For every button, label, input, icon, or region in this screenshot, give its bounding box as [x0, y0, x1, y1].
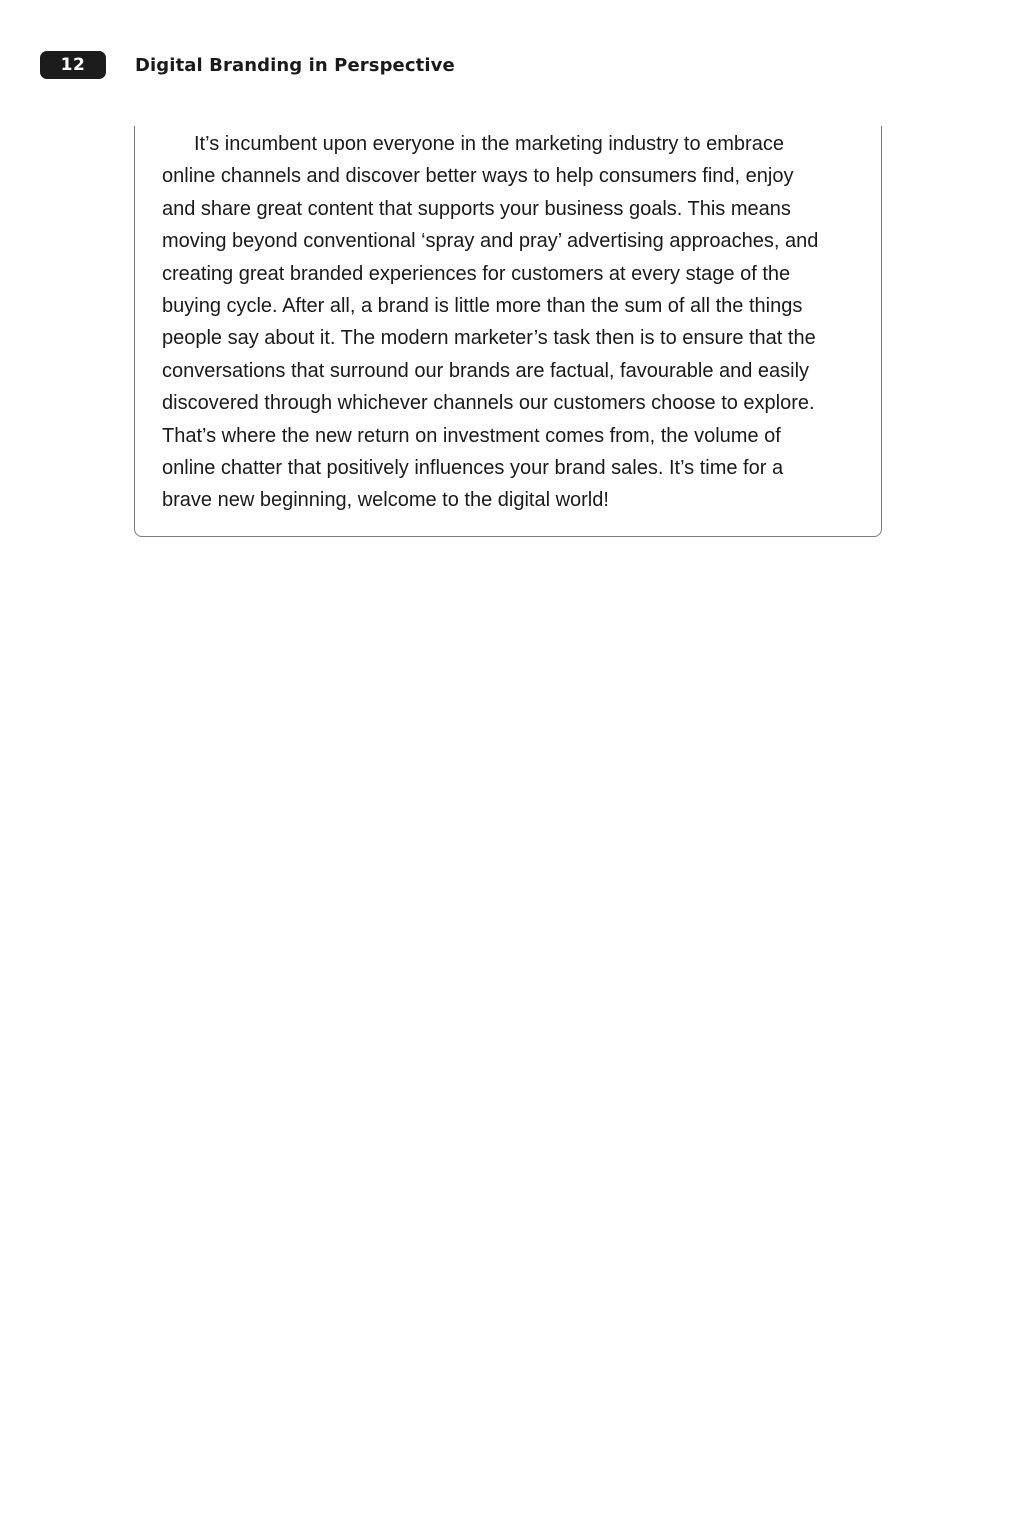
page-header [40, 50, 455, 80]
paragraph-line: and share great content that supports your business goals. This means [162, 197, 791, 220]
paragraph-line: people say about it. The modern marketer’s task then is to ensure that the [162, 327, 816, 350]
paragraph-line: creating great branded experiences for customers at every stage of the [162, 262, 791, 285]
paragraph-line: moving beyond conventional ‘spray and pray’ advertising approaches, and [162, 230, 819, 253]
paragraph-line: buying cycle. After all, a brand is little more than the sum of all the things [162, 295, 803, 318]
running-title: Digital Branding in Perspective [135, 54, 455, 76]
boxed-text-panel [134, 126, 882, 537]
paragraph-line: brave new beginning, welcome to the digital world! [162, 489, 609, 512]
paragraph-line: conversations that surround our brands are factual, favourable and easily [162, 359, 810, 382]
paragraph-line: discovered through whichever channels our customers choose to explore. [162, 392, 815, 415]
box-paragraph [162, 128, 862, 517]
paragraph-line: It’s incumbent upon everyone in the marketing industry to embrace [194, 133, 784, 155]
paragraph-line: online chatter that positively influences your brand sales. It’s time for a [162, 457, 784, 480]
paragraph-line: That’s where the new return on investment comes from, the volume of [162, 424, 781, 447]
paragraph-line: online channels and discover better ways to help consumers find, enjoy [162, 165, 794, 188]
page-number-badge: 12 [40, 51, 106, 79]
